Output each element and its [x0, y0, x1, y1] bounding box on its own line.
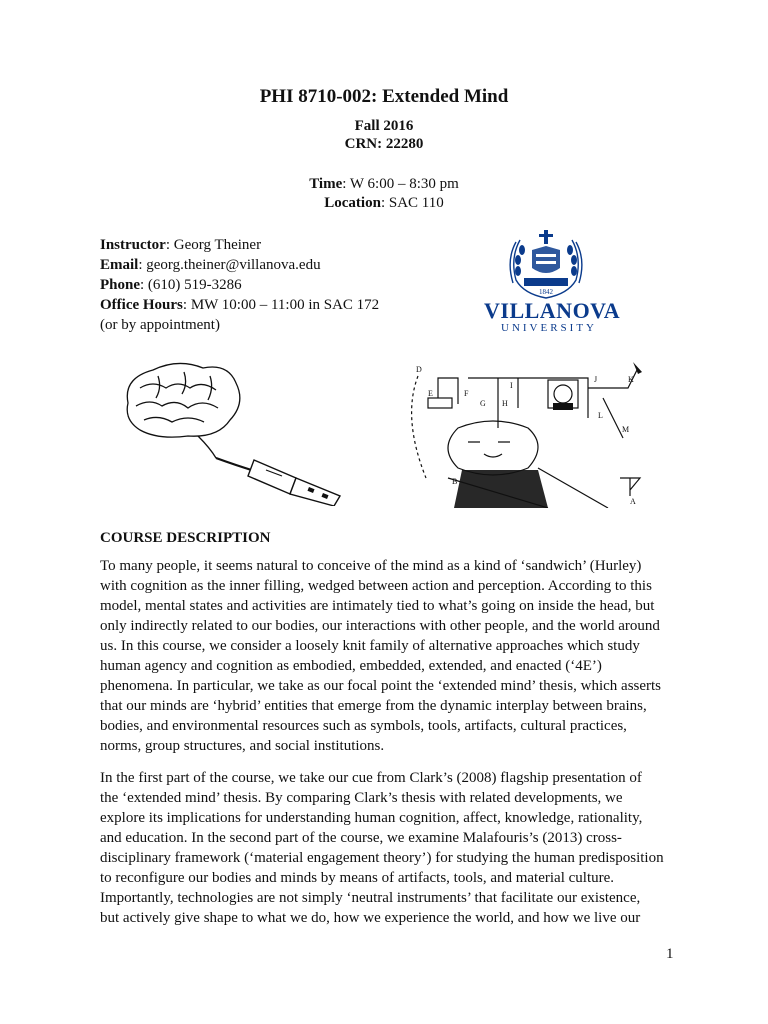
course-term: Fall 2016: [354, 118, 414, 134]
description-paragraph-2: [100, 768, 680, 928]
paragraph-line: with cognition as the inner filling, wedged between action and perception. According to this: [100, 578, 652, 594]
paragraph-line: human agency and cognition as embodied, embedded, extended, and enacted (‘4E’): [100, 658, 602, 674]
paragraph-line: Importantly, technologies are not simply ‘neutral instruments’ that facilitate our existence,: [100, 890, 641, 906]
time-label: Time: [309, 176, 343, 192]
cartoon-label: M: [622, 425, 630, 434]
phone-line: [100, 275, 379, 295]
course-crn: CRN: 22280: [344, 136, 424, 152]
time-value: : W 6:00 – 8:30 pm: [342, 176, 459, 192]
paragraph-line: the ‘extended mind’ thesis. By comparing Clark’s thesis with related developments, we: [100, 790, 623, 806]
location-value: : SAC 110: [380, 195, 444, 211]
office-hours-label: Office Hours: [100, 297, 183, 313]
paragraph-line: us. In this course, we consider a loosely knit family of alternative approaches which study: [100, 638, 640, 654]
course-description-heading: COURSE DESCRIPTION: [100, 530, 271, 546]
paragraph-line: In the first part of the course, we take our cue from Clark’s (2008) flagship presentation of: [100, 770, 642, 786]
instructor-line: [100, 235, 379, 255]
course-time: [0, 176, 768, 193]
description-paragraph-1: [100, 556, 680, 756]
email-label: Email: [100, 257, 139, 273]
cartoon-label: F: [464, 389, 469, 398]
paragraph-line: to reconfigure our bodies and minds by means of artifacts, tools, and material culture.: [100, 870, 615, 886]
course-location: [0, 195, 768, 212]
instructor-value: : Georg Theiner: [165, 237, 262, 253]
appointment-note: (or by appointment): [100, 317, 220, 333]
cartoon-label: H: [502, 399, 508, 408]
villanova-wordmark: VILLANOVA: [484, 298, 621, 323]
phone-value: : (610) 519-3286: [140, 277, 242, 293]
paragraph-line: bodies, and environmental resources such as symbols, tools, artifacts, cultural practices,: [100, 718, 627, 734]
instructor-info: [100, 235, 379, 335]
email-line: [100, 255, 379, 275]
usb-plug-icon: [248, 460, 340, 506]
page-number: 1: [666, 946, 674, 962]
cartoon-label: I: [510, 381, 513, 390]
phone-label: Phone: [100, 277, 141, 293]
paragraph-line: model, mental states and activities are intimately tied to what’s going on inside the head, but: [100, 598, 655, 614]
villanova-subtitle: UNIVERSITY: [501, 322, 597, 334]
cartoon-label: D: [416, 365, 422, 374]
cartoon-label: E: [428, 389, 433, 398]
paragraph-line: disciplinary framework (‘material engagement theory’) for studying the human predisposition: [100, 850, 664, 866]
paragraph-line: and education. In the second part of the course, we examine Malafouris’s (2013) cross-: [100, 830, 622, 846]
cartoon-label: K: [628, 375, 634, 384]
seal-year: 1842: [539, 288, 553, 296]
brain-icon: [127, 363, 240, 437]
instructor-label: Instructor: [100, 237, 166, 253]
location-label: Location: [324, 195, 381, 211]
office-hours-value: : MW 10:00 – 11:00 in SAC 172: [182, 297, 380, 313]
cartoon-label: G: [480, 399, 486, 408]
self-operating-napkin-cartoon: [398, 358, 660, 508]
cartoon-label: L: [598, 411, 603, 420]
paragraph-line: norms, group structures, and social institutions.: [100, 738, 385, 754]
cartoon-label: A: [630, 497, 636, 506]
paragraph-line: that our minds are ‘hybrid’ entities that emerge from the dynamic interplay between brains,: [100, 698, 647, 714]
brain-usb-illustration: [118, 358, 348, 506]
paragraph-line: To many people, it seems natural to conceive of the mind as a kind of ‘sandwich’ (Hurley): [100, 558, 642, 574]
course-title: PHI 8710-002: Extended Mind: [259, 86, 509, 107]
office-hours-line: [100, 295, 379, 315]
cartoon-label: J: [594, 375, 598, 384]
email-value[interactable]: : georg.theiner@villanova.edu: [138, 257, 321, 273]
paragraph-line: explore its implications for understanding human cognition, affect, knowledge, rationality,: [100, 810, 643, 826]
paragraph-line: but actively give shape to what we do, how we experience the world, and how we live our: [100, 910, 641, 926]
cartoon-label: B: [452, 477, 458, 486]
paragraph-line: only indirectly related to our bodies, our interactions with other people, and the world around: [100, 618, 660, 634]
paragraph-line: phenomena. In particular, we take as our focal point the ‘extended mind’ thesis, which asserts: [100, 678, 662, 694]
